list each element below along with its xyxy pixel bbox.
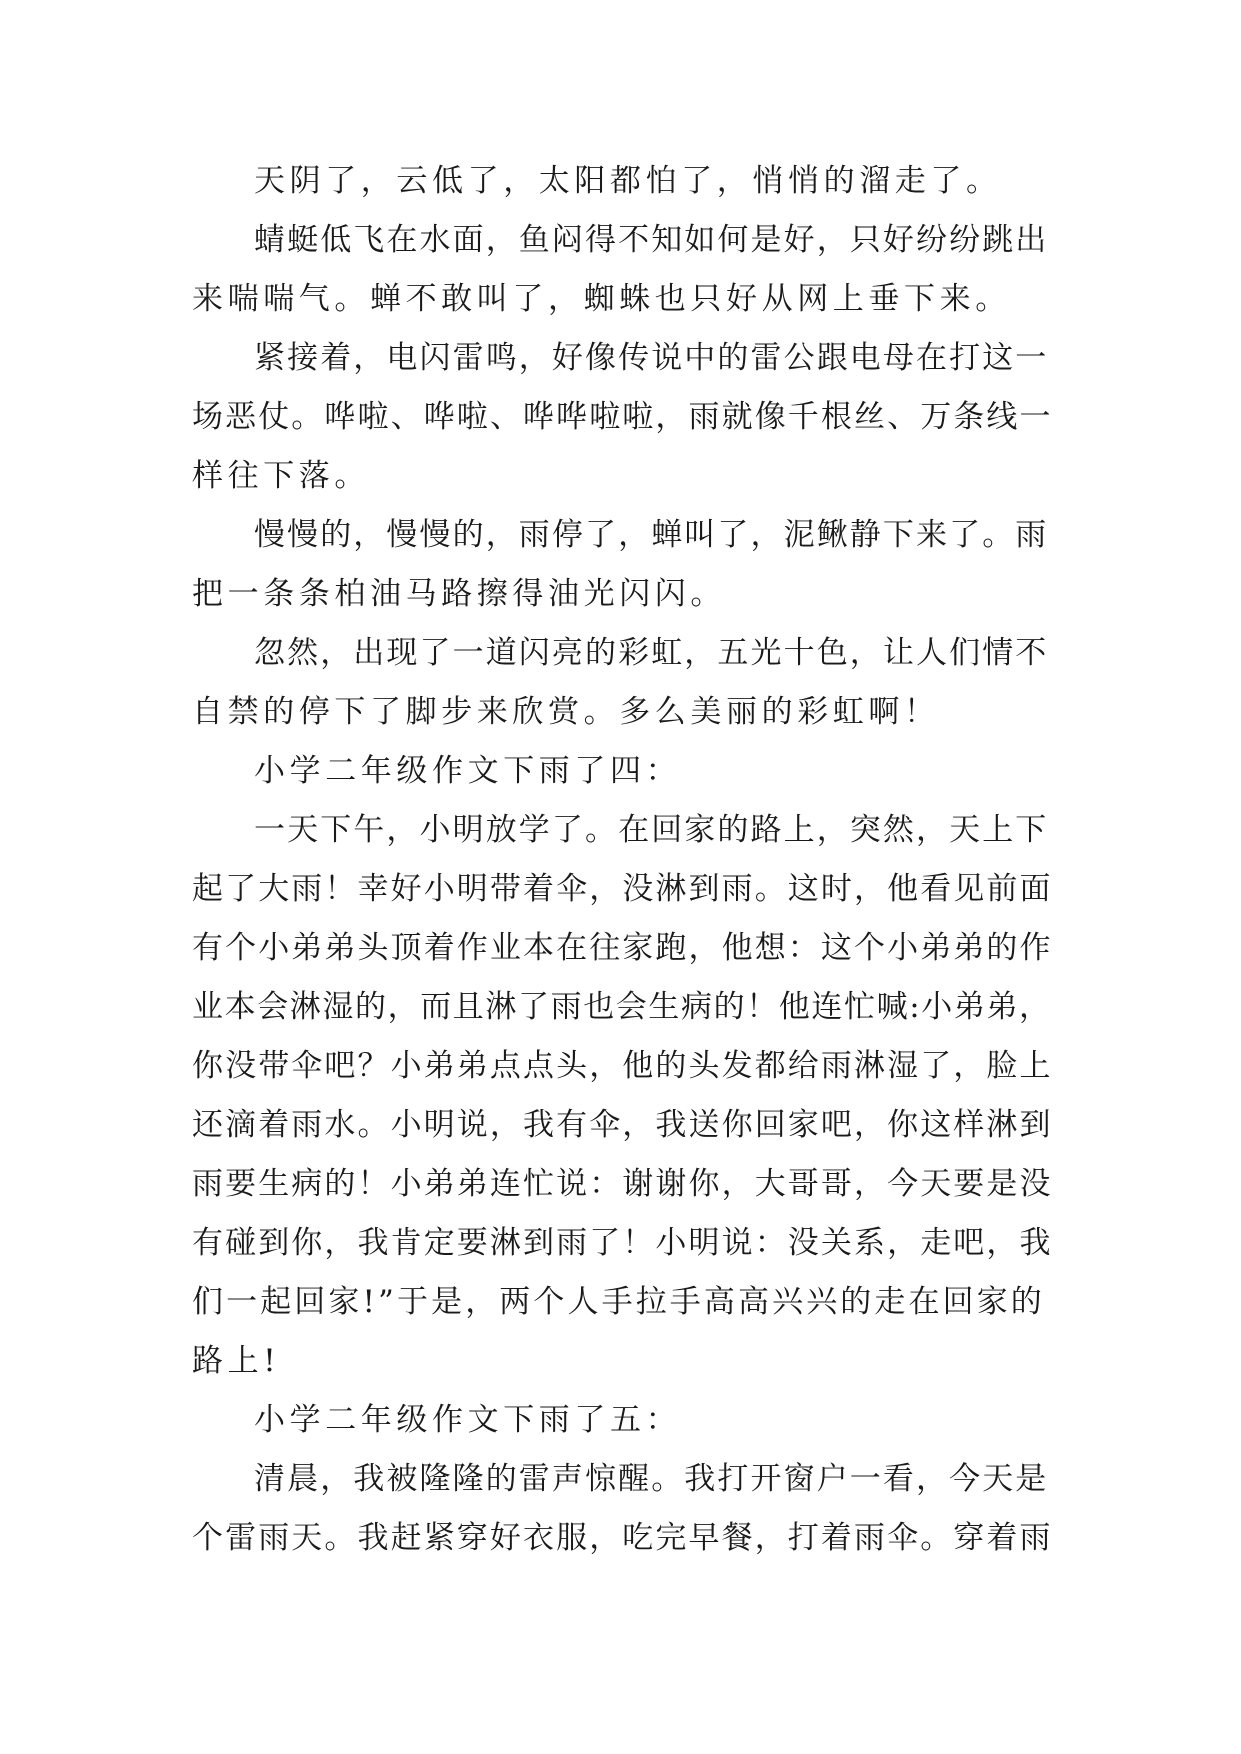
text-line: 场恶仗。哗啦、哗啦、哗哗啦啦，雨就像千根丝、万条线一 — [192, 399, 1053, 435]
text-line: 一天下午，小明放学了。在回家的路上，突然，天上下 — [254, 812, 1049, 848]
text-line: 样往下落。 — [192, 458, 370, 494]
text-line: 起了大雨！幸好小明带着伞，没淋到雨。这时，他看见前面 — [192, 871, 1053, 907]
text-line: 业本会淋湿的，而且淋了雨也会生病的！他连忙喊:小弟弟， — [192, 989, 1052, 1025]
text-line: 雨要生病的！小弟弟连忙说：谢谢你，大哥哥，今天要是没 — [192, 1166, 1053, 1202]
text-line: 路上! — [192, 1343, 281, 1379]
document-body — [192, 152, 1054, 1568]
text-line: 有碰到你，我肯定要淋到雨了！小明说：没关系，走吧，我 — [192, 1225, 1053, 1261]
text-line: 慢慢的，慢慢的，雨停了，蝉叫了，泥鳅静下来了。雨 — [254, 517, 1049, 553]
text-line: 把一条条柏油马路擦得油光闪闪。 — [192, 576, 726, 612]
text-line: 自禁的停下了脚步来欣赏。多么美丽的彩虹啊！ — [192, 694, 940, 730]
text-line: 天阴了，云低了，太阳都怕了，悄悄的溜走了。 — [254, 163, 1002, 199]
text-line: 有个小弟弟头顶着作业本在往家跑，他想：这个小弟弟的作 — [192, 930, 1053, 966]
text-line: 清晨，我被隆隆的雷声惊醒。我打开窗户一看，今天是 — [254, 1461, 1049, 1497]
text-line: 个雷雨天。我赶紧穿好衣服，吃完早餐，打着雨伞。穿着雨 — [192, 1520, 1053, 1556]
text-line: 紧接着，电闪雷鸣，好像传说中的雷公跟电母在打这一 — [254, 340, 1049, 376]
text-line: 们一起回家!”于是，两个人手拉手高高兴兴的走在回家的 — [192, 1284, 1045, 1320]
text-line: 蜻蜓低飞在水面，鱼闷得不知如何是好，只好纷纷跳出 — [254, 222, 1049, 258]
text-line: 你没带伞吧？小弟弟点点头，他的头发都给雨淋湿了，脸上 — [192, 1048, 1053, 1084]
text-line: 忽然，出现了一道闪亮的彩虹，五光十色，让人们情不 — [254, 635, 1049, 671]
text-line: 小学二年级作文下雨了五： — [254, 1402, 682, 1438]
text-line: 来喘喘气。蝉不敢叫了，蜘蛛也只好从网上垂下来。 — [192, 281, 1011, 317]
text-line: 还滴着雨水。小明说，我有伞，我送你回家吧，你这样淋到 — [192, 1107, 1053, 1143]
text-line: 小学二年级作文下雨了四： — [254, 753, 682, 789]
